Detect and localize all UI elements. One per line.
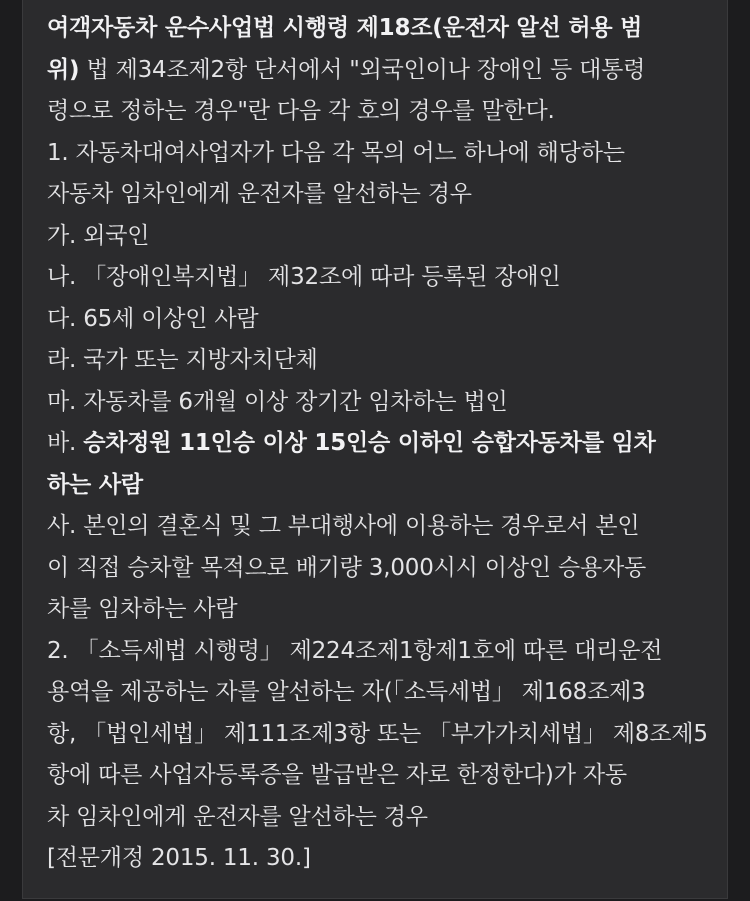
item-2-line-4: 항에 따른 사업자등록증을 발급받은 자로 한정한다)가 자동 [47, 762, 627, 788]
intro-text: 법 제34조제2항 단서에서 "외국인이나 장애인 등 대통령 [79, 56, 646, 83]
article-title-end: 위) [47, 56, 80, 83]
subitem-sa-line-1: 사. 본인의 결혼식 및 그 부대행사에 이용하는 경우로서 본인 [47, 513, 640, 539]
subitem-sa-line-2: 이 직접 승차할 목적으로 배기량 3,000시시 이상인 승용자동 [47, 554, 647, 581]
revision-note: [전문개정 2015. 11. 30.] [47, 845, 311, 871]
item-2-line-3: 항, 「법인세법」 제111조제3항 또는 「부가가치세법」 제8조제5 [47, 720, 708, 747]
article-title: 여객자동차 운수사업법 시행령 제18조(운전자 알선 허용 범 [47, 15, 643, 41]
law-article-text [47, 8, 709, 880]
subitem-ga: 가. 외국인 [47, 222, 150, 249]
item-2-line-1: 2. 「소득세법 시행령」 제224조제1항제1호에 따른 대리운전 [47, 637, 663, 664]
intro-line-2: 령으로 정하는 경우"란 다음 각 호의 경우를 말한다. [47, 98, 555, 124]
subitem-da: 다. 65세 이상인 사람 [47, 305, 259, 332]
subitem-ba-line-2 [47, 465, 709, 507]
subitem-sa-line-3: 차를 임차하는 사람 [47, 596, 238, 622]
item-1-line-1: 1. 자동차대여사업자가 다음 각 목의 어느 하나에 해당하는 [47, 139, 625, 166]
subitem-ba-line-1 [47, 423, 709, 465]
item-2-line-5: 차 임차인에게 운전자를 알선하는 경우 [47, 803, 428, 830]
subitem-ra: 라. 국가 또는 지방자치단체 [47, 347, 318, 373]
item-1-line-2: 자동차 임차인에게 운전자를 알선하는 경우 [47, 181, 472, 207]
subitem-ba-bold: 승차정원 11인승 이상 15인승 이하인 승합자동차를 임차 [83, 430, 656, 456]
document-panel [22, 0, 728, 899]
subitem-ba-bold-end: 하는 사람 [47, 471, 143, 498]
subitem-na: 나. 「장애인복지법」 제32조에 따라 등록된 장애인 [47, 264, 561, 290]
item-2-line-2: 용역을 제공하는 자를 알선하는 자(「소득세법」 제168조제3 [47, 679, 646, 705]
subitem-ba-prefix: 바. [47, 430, 84, 456]
article-title-line [47, 8, 709, 50]
subitem-ma: 마. 자동차를 6개월 이상 장기간 임차하는 법인 [47, 388, 508, 415]
intro-line-1 [47, 50, 709, 92]
